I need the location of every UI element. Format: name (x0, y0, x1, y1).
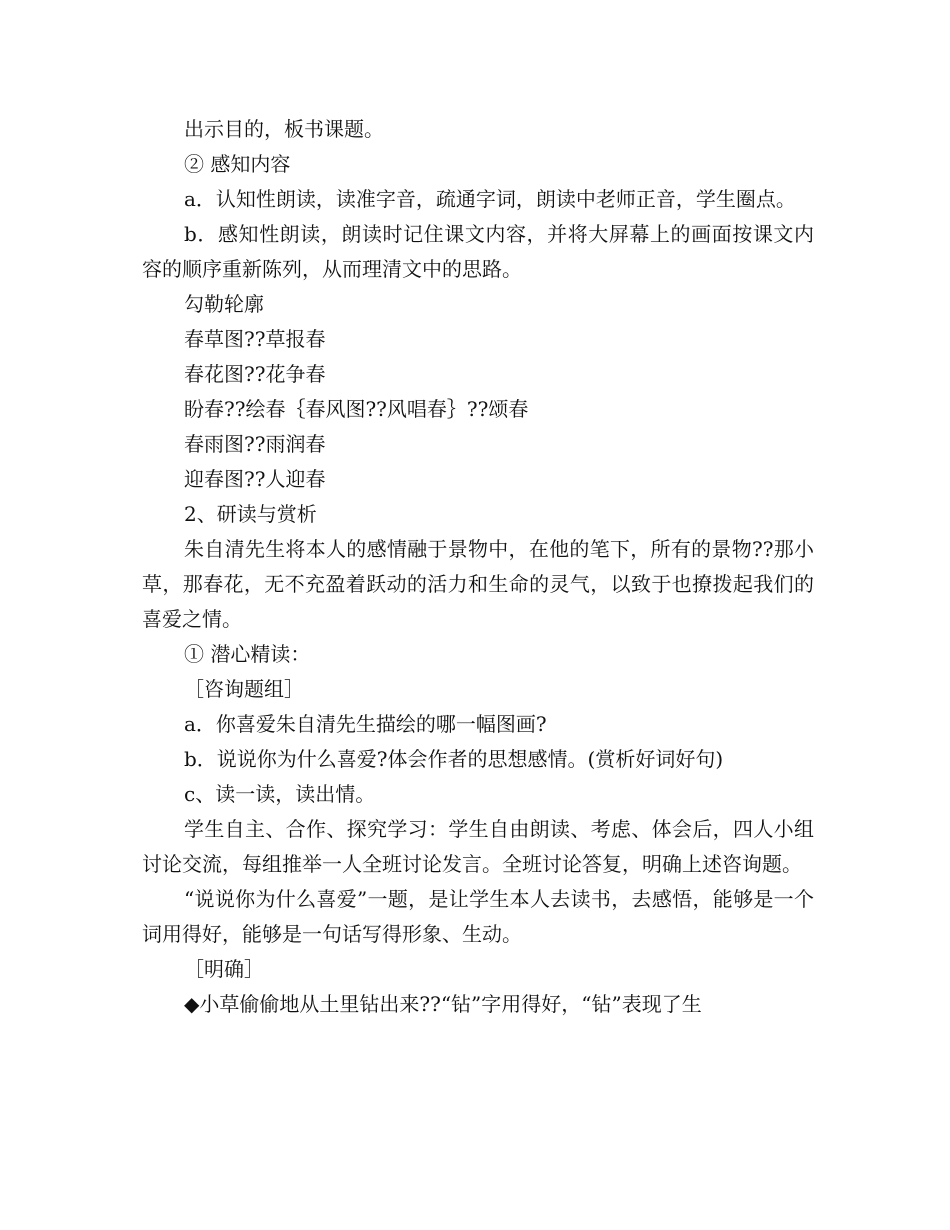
outline-item: 迎春图??人迎春 (184, 467, 326, 491)
paragraph: 出示目的，板书课题。 (184, 117, 384, 141)
paragraph: ［明确］ (184, 957, 264, 981)
outline-item: 盼春??绘春｛春风图??风唱春｝??颂春 (184, 397, 529, 421)
paragraph: 勾勒轮廓 (184, 292, 264, 316)
document-page (142, 112, 814, 1022)
paragraph: 朱自清先生将本人的感情融于景物中，在他的笔下，所有的景物??那小草，那春花，无不充盈着跃动的活力和生命的灵气，以致于也撩拨起我们的喜爱之情。 (142, 537, 814, 631)
section-heading: 2、研读与赏析 (184, 502, 317, 526)
section-heading: ② 感知内容 (184, 152, 291, 176)
paragraph: a．认知性朗读，读准字音，疏通字词，朗读中老师正音，学生圈点。 (184, 187, 796, 211)
outline-item: 春雨图??雨润春 (184, 432, 326, 456)
outline-item: 春花图??花争春 (184, 362, 326, 386)
paragraph: “说说你为什么喜爱”一题，是让学生本人去读书，去感悟，能够是一个词用得好，能够是一句话写得形象、生动。 (142, 887, 814, 946)
section-heading: ① 潜心精读： (184, 642, 311, 666)
paragraph: ［咨询题组］ (184, 677, 304, 701)
question-item: c、读一读，读出情。 (184, 782, 376, 806)
question-item: a．你喜爱朱自清先生描绘的哪一幅图画? (184, 712, 547, 736)
outline-item: 春草图??草报春 (184, 327, 326, 351)
paragraph: b．感知性朗读，朗读时记住课文内容，并将大屏幕上的画面按课文内容的顺序重新陈列，从而理清文中的思路。 (142, 222, 814, 281)
paragraph: 学生自主、合作、探究学习：学生自由朗读、考虑、体会后，四人小组讨论交流，每组推举一人全班讨论发言。全班讨论答复，明确上述咨询题。 (142, 817, 814, 876)
paragraph: ◆小草偷偷地从土里钻出来??“钻”字用得好，“钻”表现了生 (184, 992, 702, 1016)
question-item: b．说说你为什么喜爱?体会作者的思想感情。(赏析好词好句) (184, 747, 724, 771)
